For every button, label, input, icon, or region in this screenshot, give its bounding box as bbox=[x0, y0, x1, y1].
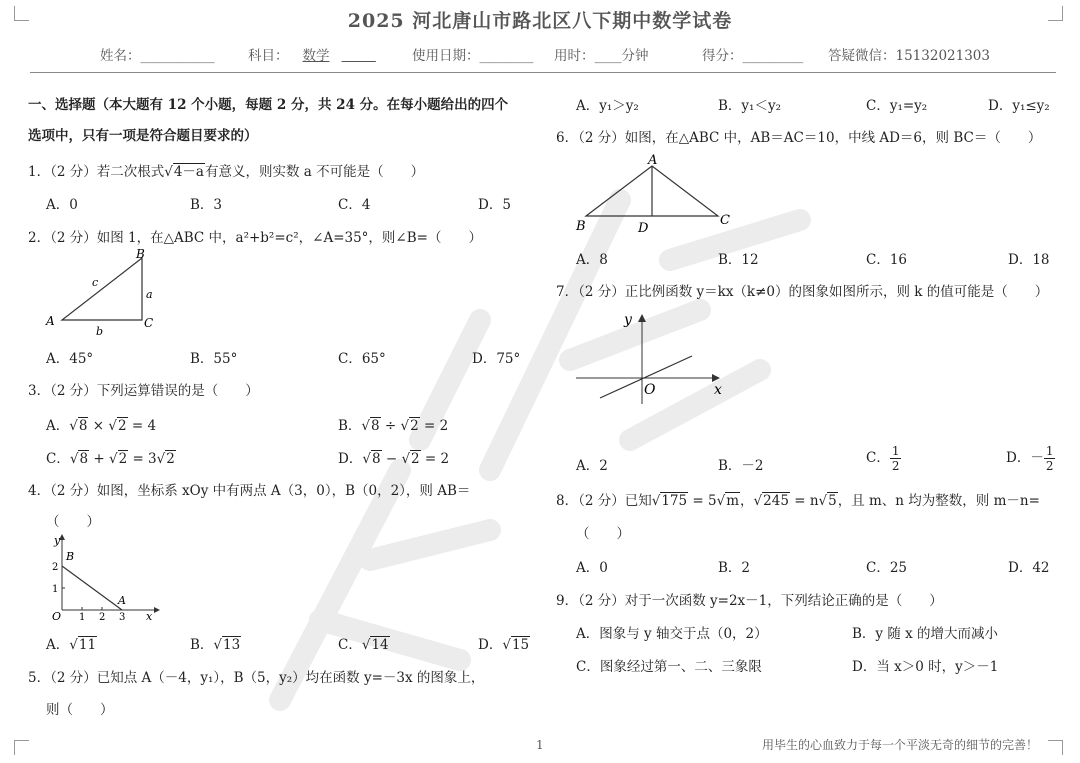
question-5-stem-cont: 则（ ） bbox=[46, 702, 114, 718]
time-label: 用时：____分钟 bbox=[554, 48, 649, 64]
q7-line-figure bbox=[574, 306, 734, 406]
subject-label: 科目： 数学 bbox=[248, 44, 376, 64]
fig-point-b: B bbox=[66, 550, 75, 563]
fig-vertex-a: A bbox=[648, 153, 658, 168]
q5-option-a[interactable]: A．y₁＞y₂ bbox=[576, 98, 639, 114]
fig-side-c: c bbox=[92, 276, 99, 289]
q2-triangle-figure bbox=[40, 248, 170, 338]
page-title: 2025 河北唐山市路北区八下期中数学试卷 bbox=[347, 10, 733, 32]
fig-x-axis-label: x bbox=[146, 610, 153, 622]
q6-option-b[interactable]: B．12 bbox=[718, 252, 759, 268]
question-3-stem: 3．（2 分）下列运算错误的是（ ） bbox=[28, 383, 259, 399]
q3-option-b[interactable]: B．√8 ÷ √2 = 2 bbox=[338, 418, 449, 434]
q5-option-d[interactable]: D．y₁≤y₂ bbox=[988, 98, 1050, 114]
fig-y-axis-label: y bbox=[624, 312, 632, 328]
q6-triangle-figure bbox=[570, 150, 740, 235]
footer-motto: 用毕生的心血致力于每一个平淡无奇的细节的完善！ bbox=[762, 738, 1039, 752]
q4-coordinate-figure bbox=[42, 532, 162, 622]
q3-option-a[interactable]: A．√8 × √2 = 4 bbox=[46, 418, 157, 434]
header-divider bbox=[30, 72, 1056, 73]
corner-mark-bl bbox=[14, 740, 29, 755]
q2-option-b[interactable]: B．55° bbox=[190, 351, 238, 367]
q1-option-b[interactable]: B．3 bbox=[190, 197, 223, 213]
fig-y-tick-1: 1 bbox=[52, 584, 59, 595]
fig-vertex-b: B bbox=[576, 219, 586, 234]
q2-option-d[interactable]: D．75° bbox=[472, 351, 521, 367]
q9-option-a[interactable]: A．图象与 y 轴交于点（0，2） bbox=[576, 626, 768, 642]
q1-option-d[interactable]: D．5 bbox=[478, 197, 511, 213]
page-number: 1 bbox=[536, 738, 544, 752]
fig-label-b: B bbox=[136, 248, 145, 261]
q4-option-d[interactable]: D．√15 bbox=[478, 637, 530, 653]
wechat-contact: 答疑微信：15132021303 bbox=[828, 48, 990, 64]
q8-option-b[interactable]: B．2 bbox=[718, 560, 751, 576]
q4-option-a[interactable]: A．√11 bbox=[46, 637, 97, 653]
q6-option-c[interactable]: C．16 bbox=[866, 252, 908, 268]
q7-option-c[interactable]: C． $\frac{1}{2}$ bbox=[866, 444, 900, 473]
q4-option-c[interactable]: C．√14 bbox=[338, 637, 389, 653]
q8-option-d[interactable]: D．42 bbox=[1008, 560, 1050, 576]
q9-option-b[interactable]: B．y 随 x 的增大而减小 bbox=[852, 626, 999, 642]
question-8-stem: 8．（2 分）已知√175 = 5√m，√245 = n√5，且 m、n 均为整数，则 m－n= bbox=[556, 493, 1040, 509]
q4-option-b[interactable]: B．√13 bbox=[190, 637, 241, 653]
q8-option-c[interactable]: C．25 bbox=[866, 560, 908, 576]
question-2-stem: 2．（2 分）如图 1，在△ABC 中，a²+b²=c²，∠A=35°，则∠B=（ ） bbox=[28, 230, 482, 246]
q3-option-c[interactable]: C．√8 + √2 = 3√2 bbox=[46, 451, 175, 467]
date-label: 使用日期：________ bbox=[412, 48, 534, 64]
question-1-stem: 1．（2 分）若二次根式√4－a有意义，则实数 a 不可能是（ ） bbox=[28, 164, 425, 180]
fig-side-a: a bbox=[146, 288, 153, 301]
q5-option-c[interactable]: C．y₁=y₂ bbox=[866, 98, 928, 114]
question-7-stem: 7．（2 分）正比例函数 y＝kx（k≠0）的图象如图所示，则 k 的值可能是（ ） bbox=[556, 284, 1049, 300]
fig-midpoint-d: D bbox=[638, 221, 649, 235]
q8-option-a[interactable]: A．0 bbox=[576, 560, 608, 576]
q7-option-b[interactable]: B．－2 bbox=[718, 458, 764, 474]
q4-answer-paren: （ ） bbox=[46, 514, 100, 530]
fig-origin-label: O bbox=[644, 382, 656, 398]
fig-point-a: A bbox=[118, 594, 126, 607]
q6-option-d[interactable]: D．18 bbox=[1008, 252, 1050, 268]
q3-option-d[interactable]: D．√8 − √2 = 2 bbox=[338, 451, 450, 467]
fig-y-axis-label: y bbox=[54, 534, 61, 547]
score-label: 得分：_________ bbox=[702, 48, 804, 64]
name-label: 姓名：___________ bbox=[100, 48, 215, 64]
subject-value: 数学 bbox=[302, 48, 330, 64]
fig-vertex-c: C bbox=[720, 213, 730, 228]
q1-option-a[interactable]: A．0 bbox=[46, 197, 78, 213]
q2-option-c[interactable]: C．65° bbox=[338, 351, 386, 367]
fig-x-tick-1: 1 bbox=[79, 612, 86, 622]
fig-side-b: b bbox=[96, 325, 104, 338]
q5-option-b[interactable]: B．y₁＜y₂ bbox=[718, 98, 781, 114]
section-heading-cont: 选项中，只有一项是符合题目要求的） bbox=[28, 128, 258, 144]
section-heading: 一、选择题（本大题有 12 个小题，每题 2 分，共 24 分。在每小题给出的四个 bbox=[28, 97, 509, 113]
q1-option-c[interactable]: C．4 bbox=[338, 197, 371, 213]
fig-x-tick-2: 2 bbox=[99, 612, 106, 622]
fig-x-axis-label: x bbox=[714, 382, 722, 398]
q7-option-d[interactable]: D．－ $\frac{1}{2}$ bbox=[1006, 444, 1054, 473]
fig-x-tick-3: 3 bbox=[119, 612, 126, 622]
question-6-stem: 6．（2 分）如图，在△ABC 中，AB＝AC＝10，中线 AD＝6，则 BC＝（ ） bbox=[556, 130, 1042, 146]
corner-mark-br bbox=[1048, 740, 1063, 755]
q6-option-a[interactable]: A．8 bbox=[576, 252, 608, 268]
q2-option-a[interactable]: A．45° bbox=[46, 351, 94, 367]
question-5-stem: 5．（2 分）已知点 A（－4，y₁），B（5，y₂）均在函数 y=－3x 的图象上， bbox=[28, 670, 485, 686]
fig-origin-label: O bbox=[52, 610, 62, 622]
q9-option-d[interactable]: D．当 x＞0 时，y＞－1 bbox=[852, 659, 999, 675]
fig-label-c: C bbox=[144, 316, 154, 330]
fig-label-a: A bbox=[46, 314, 55, 328]
fig-y-tick-2: 2 bbox=[52, 562, 59, 573]
question-9-stem: 9．（2 分）对于一次函数 y=2x－1，下列结论正确的是（ ） bbox=[556, 593, 943, 609]
q7-option-a[interactable]: A．2 bbox=[576, 458, 608, 474]
question-4-stem: 4．（2 分）如图，坐标系 xOy 中有两点 A（3，0），B（0，2），则 AB＝ bbox=[28, 483, 471, 499]
q9-option-c[interactable]: C．图象经过第一、二、三象限 bbox=[576, 659, 762, 675]
q8-answer-paren: （ ） bbox=[576, 526, 630, 542]
